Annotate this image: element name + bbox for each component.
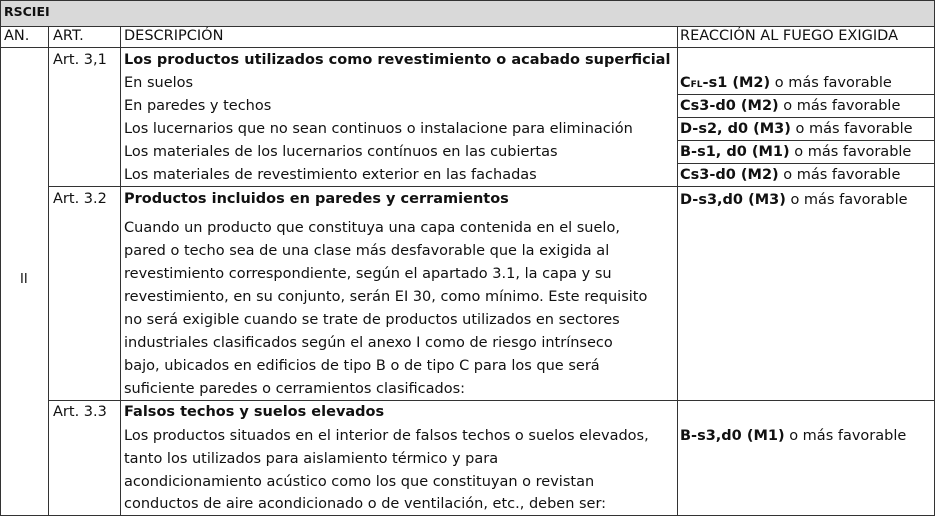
grid-line (677, 163, 935, 164)
row-desc: En paredes y techos (124, 98, 272, 114)
grid-line (677, 117, 935, 118)
paragraph-line: revestimiento, en su conjunto, serán EI 30, como mínimo. Este requisito (124, 289, 648, 305)
art-3-1: Art. 3,1 (53, 52, 107, 68)
table-title: RSCIEI (4, 4, 50, 19)
reaction-class: B-s1, d0 (M1) (680, 144, 790, 160)
section-reaction-3-2 (680, 190, 908, 210)
reaction-suffix: o más favorable (778, 167, 901, 183)
paragraph-line: conductos de aire acondicionado o de ventilación, etc., deben ser: (124, 496, 607, 512)
header-desc: DESCRIPCIÓN (124, 28, 224, 44)
reaction-class: D-s3,d0 (M3) (680, 192, 786, 208)
reaction-suffix: o más favorable (784, 428, 907, 444)
reaction-suffix: o más favorable (790, 121, 913, 137)
paragraph-line: revestimiento correspondiente, según el apartado 3.1, la capa y su (124, 266, 612, 282)
row-reaction (680, 142, 911, 162)
grid-line (48, 400, 935, 401)
grid-line (0, 47, 935, 48)
reaction-suffix: o más favorable (785, 192, 908, 208)
row-desc: Los materiales de los lucernarios contínuos en las cubiertas (124, 144, 558, 160)
paragraph-line: Los productos situados en el interior de falsos techos o suelos elevados, (124, 428, 649, 444)
row-reaction (680, 73, 892, 95)
paragraph-line: acondicionamiento acústico como los que constituyan o revistan (124, 474, 595, 490)
row-desc: Los lucernarios que no sean continuos o instalacione para eliminación (124, 121, 633, 137)
art-3-3: Art. 3.3 (53, 404, 107, 420)
reaction-suffix: o más favorable (778, 98, 901, 114)
paragraph-line: bajo, ubicados en edificios de tipo B o de tipo C para los que será (124, 358, 600, 374)
row-reaction (680, 165, 900, 185)
reaction-class: Cs3-d0 (M2) (680, 98, 779, 114)
reaction-prefix: C (680, 75, 691, 91)
reaction-suffix: o más favorable (770, 75, 892, 91)
paragraph-line: Cuando un producto que constituya una capa contenida en el suelo, (124, 220, 620, 236)
paragraph-line: tanto los utilizados para aislamiento térmico y para (124, 451, 499, 467)
row-reaction (680, 119, 913, 139)
reaction-class: D-s2, d0 (M3) (680, 121, 791, 137)
annex-label: II (20, 272, 28, 287)
grid-line (677, 26, 678, 516)
grid-line (48, 26, 49, 516)
row-desc: En suelos (124, 75, 194, 91)
section-title-3-1: Los productos utilizados como revestimiento o acabado superficial (124, 52, 671, 68)
reaction-class: Cs3-d0 (M2) (680, 167, 779, 183)
section-reaction-3-3 (680, 426, 906, 446)
grid-line (120, 26, 121, 516)
reaction-class: B-s3,d0 (M1) (680, 428, 785, 444)
section-title-3-2: Productos incluidos en paredes y cerramientos (124, 191, 509, 207)
paragraph-line: pared o techo sea de una clase más desfavorable que la exigida al (124, 243, 610, 259)
title-band (0, 0, 935, 26)
grid-line (48, 186, 935, 187)
grid-line (0, 0, 935, 1)
paragraph-line: no será exigible cuando se trate de productos utilizados en sectores (124, 312, 620, 328)
reaction-subscript: FL (690, 80, 703, 90)
grid-line (0, 26, 935, 27)
section-title-3-3: Falsos techos y suelos elevados (124, 404, 385, 420)
grid-line (0, 0, 1, 516)
grid-line (677, 94, 935, 95)
grid-line (677, 140, 935, 141)
row-reaction (680, 96, 900, 116)
reaction-suffix: o más favorable (789, 144, 912, 160)
grid-line (0, 515, 935, 516)
header-art: ART. (53, 28, 84, 44)
art-3-2: Art. 3.2 (53, 191, 107, 207)
reaction-class: -s1 (M2) (702, 75, 771, 91)
row-desc: Los materiales de revestimiento exterior en las fachadas (124, 167, 537, 183)
paragraph-line: suficiente paredes o cerramientos clasificados: (124, 381, 466, 397)
header-reac: REACCIÓN AL FUEGO EXIGIDA (680, 28, 898, 44)
header-an: AN. (4, 28, 30, 44)
paragraph-line: industriales clasificados según el anexo I como de riesgo intrínseco (124, 335, 613, 351)
